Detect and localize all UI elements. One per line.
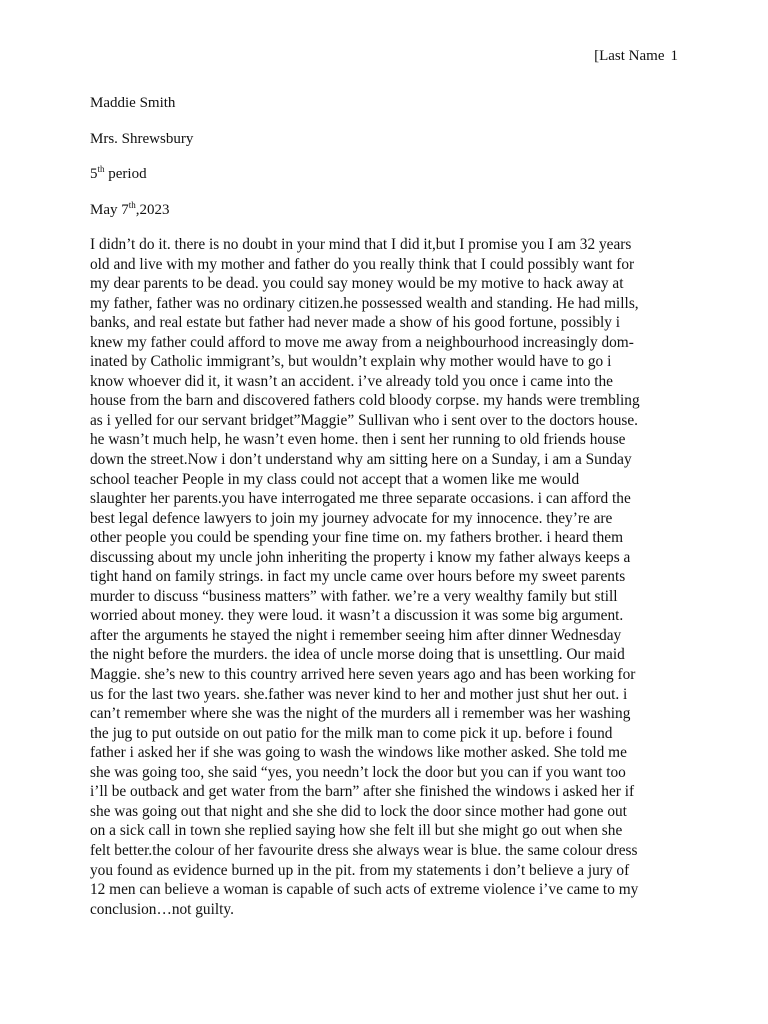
running-head-name: [Last Name (594, 48, 665, 64)
essay-line: old and live with my mother and father do you really think that I could possibly want for (90, 255, 635, 273)
page-number: 1 (670, 48, 678, 64)
essay-line: my father, father was no ordinary citizen.he possessed wealth and standing. He had mills, (90, 294, 639, 312)
running-head (594, 47, 678, 65)
essay-line: the jug to put outside on out patio for the milk man to come pick it up. before i found (90, 724, 613, 742)
essay-line: slaughter her parents.you have interrogated me three separate occasions. i can afford the (90, 490, 631, 508)
essay-line: the night before the murders. the idea of uncle morse doing that is unsettling. Our maid (90, 646, 625, 664)
essay-line: on a sick call in town she replied saying how she felt ill but she might go out when she (90, 822, 623, 840)
essay-line: as i yelled for our servant bridget”Maggie” Sullivan who i sent over to the doctors house. (90, 411, 638, 429)
essay-line: conclusion…not guilty. (90, 900, 234, 918)
essay-body (90, 235, 690, 919)
essay-line: us for the last two years. she.father was never kind to her and mother just shut her out. i (90, 685, 628, 703)
essay-line: murder to discuss “business matters” with father. we’re a very wealthy family but still (90, 587, 618, 605)
essay-line: tight hand on family strings. in fact my uncle came over hours before my sweet parents (90, 568, 626, 586)
essay-line: school teacher People in my class could not accept that a women like me would (90, 470, 580, 488)
essay-line: house from the barn and discovered fathers cold bloody corpse. my hands were trembling (90, 392, 640, 410)
essay-line: she was going too, she said “yes, you needn’t lock the door but you can if you want too (90, 763, 626, 781)
date: May 7th,2023 (90, 199, 170, 218)
essay-line: father i asked her if she was going to wash the windows like mother asked. She told me (90, 744, 627, 762)
essay-line: he wasn’t much help, he wasn’t even home. then i sent her running to old friends house (90, 431, 626, 449)
essay-line: after the arguments he stayed the night i remember seeing him after dinner Wednesday (90, 626, 622, 644)
class-period: 5th period (90, 164, 147, 182)
essay-line: inated by Catholic immigrant’s, but wouldn’t explain why mother would have to go i (90, 353, 612, 371)
essay-line: banks, and real estate but father had never made a show of his good fortune, possibly i (90, 314, 621, 332)
essay-line: down the street.Now i don’t understand why am sitting here on a Sunday, i am a Sunday (90, 451, 632, 469)
essay-line: other people you could be spending your fine time on. my fathers brother. i heard them (90, 529, 624, 547)
student-name: Maddie Smith (90, 95, 176, 111)
essay-line: can’t remember where she was the night of the murders all i remember was her washing (90, 705, 631, 723)
essay-line: best legal defence lawyers to join my journey advocate for my innocence. they’re are (90, 509, 613, 527)
essay-line: i’ll be outback and get water from the barn” after she finished the windows i asked her if (90, 783, 635, 801)
essay-line: I didn’t do it. there is no doubt in your mind that I did it,but I promise you I am 32 years (90, 236, 632, 253)
mla-heading (90, 94, 193, 236)
essay-line: you found as evidence burned up in the pit. from my statements i don’t believe a jury of (90, 861, 630, 879)
teacher-name: Mrs. Shrewsbury (90, 130, 194, 147)
essay-line: discussing about my uncle john inheriting the property i know my father always keeps a (90, 548, 631, 566)
essay-line: 12 men can believe a woman is capable of such acts of extreme violence i’ve came to my (90, 881, 639, 899)
essay-line: know whoever did it, it wasn’t an accident. i’ve already told you once i came into the (90, 372, 613, 390)
essay-line: knew my father could afford to move me away from a neighbourhood increasingly dom- (90, 333, 634, 351)
essay-line: my dear parents to be dead. you could say money would be my motive to hack away at (90, 275, 624, 293)
essay-line: worried about money. they were loud. it wasn’t a discussion it was some big argument. (90, 607, 624, 625)
essay-line: Maggie. she’s new to this country arrived here seven years ago and has been working for (90, 666, 636, 684)
essay-line: felt better.the colour of her favourite dress she always wear is blue. the same colour dress (90, 841, 638, 859)
essay-line: she was going out that night and she she did to lock the door since mother had gone out (90, 802, 627, 820)
